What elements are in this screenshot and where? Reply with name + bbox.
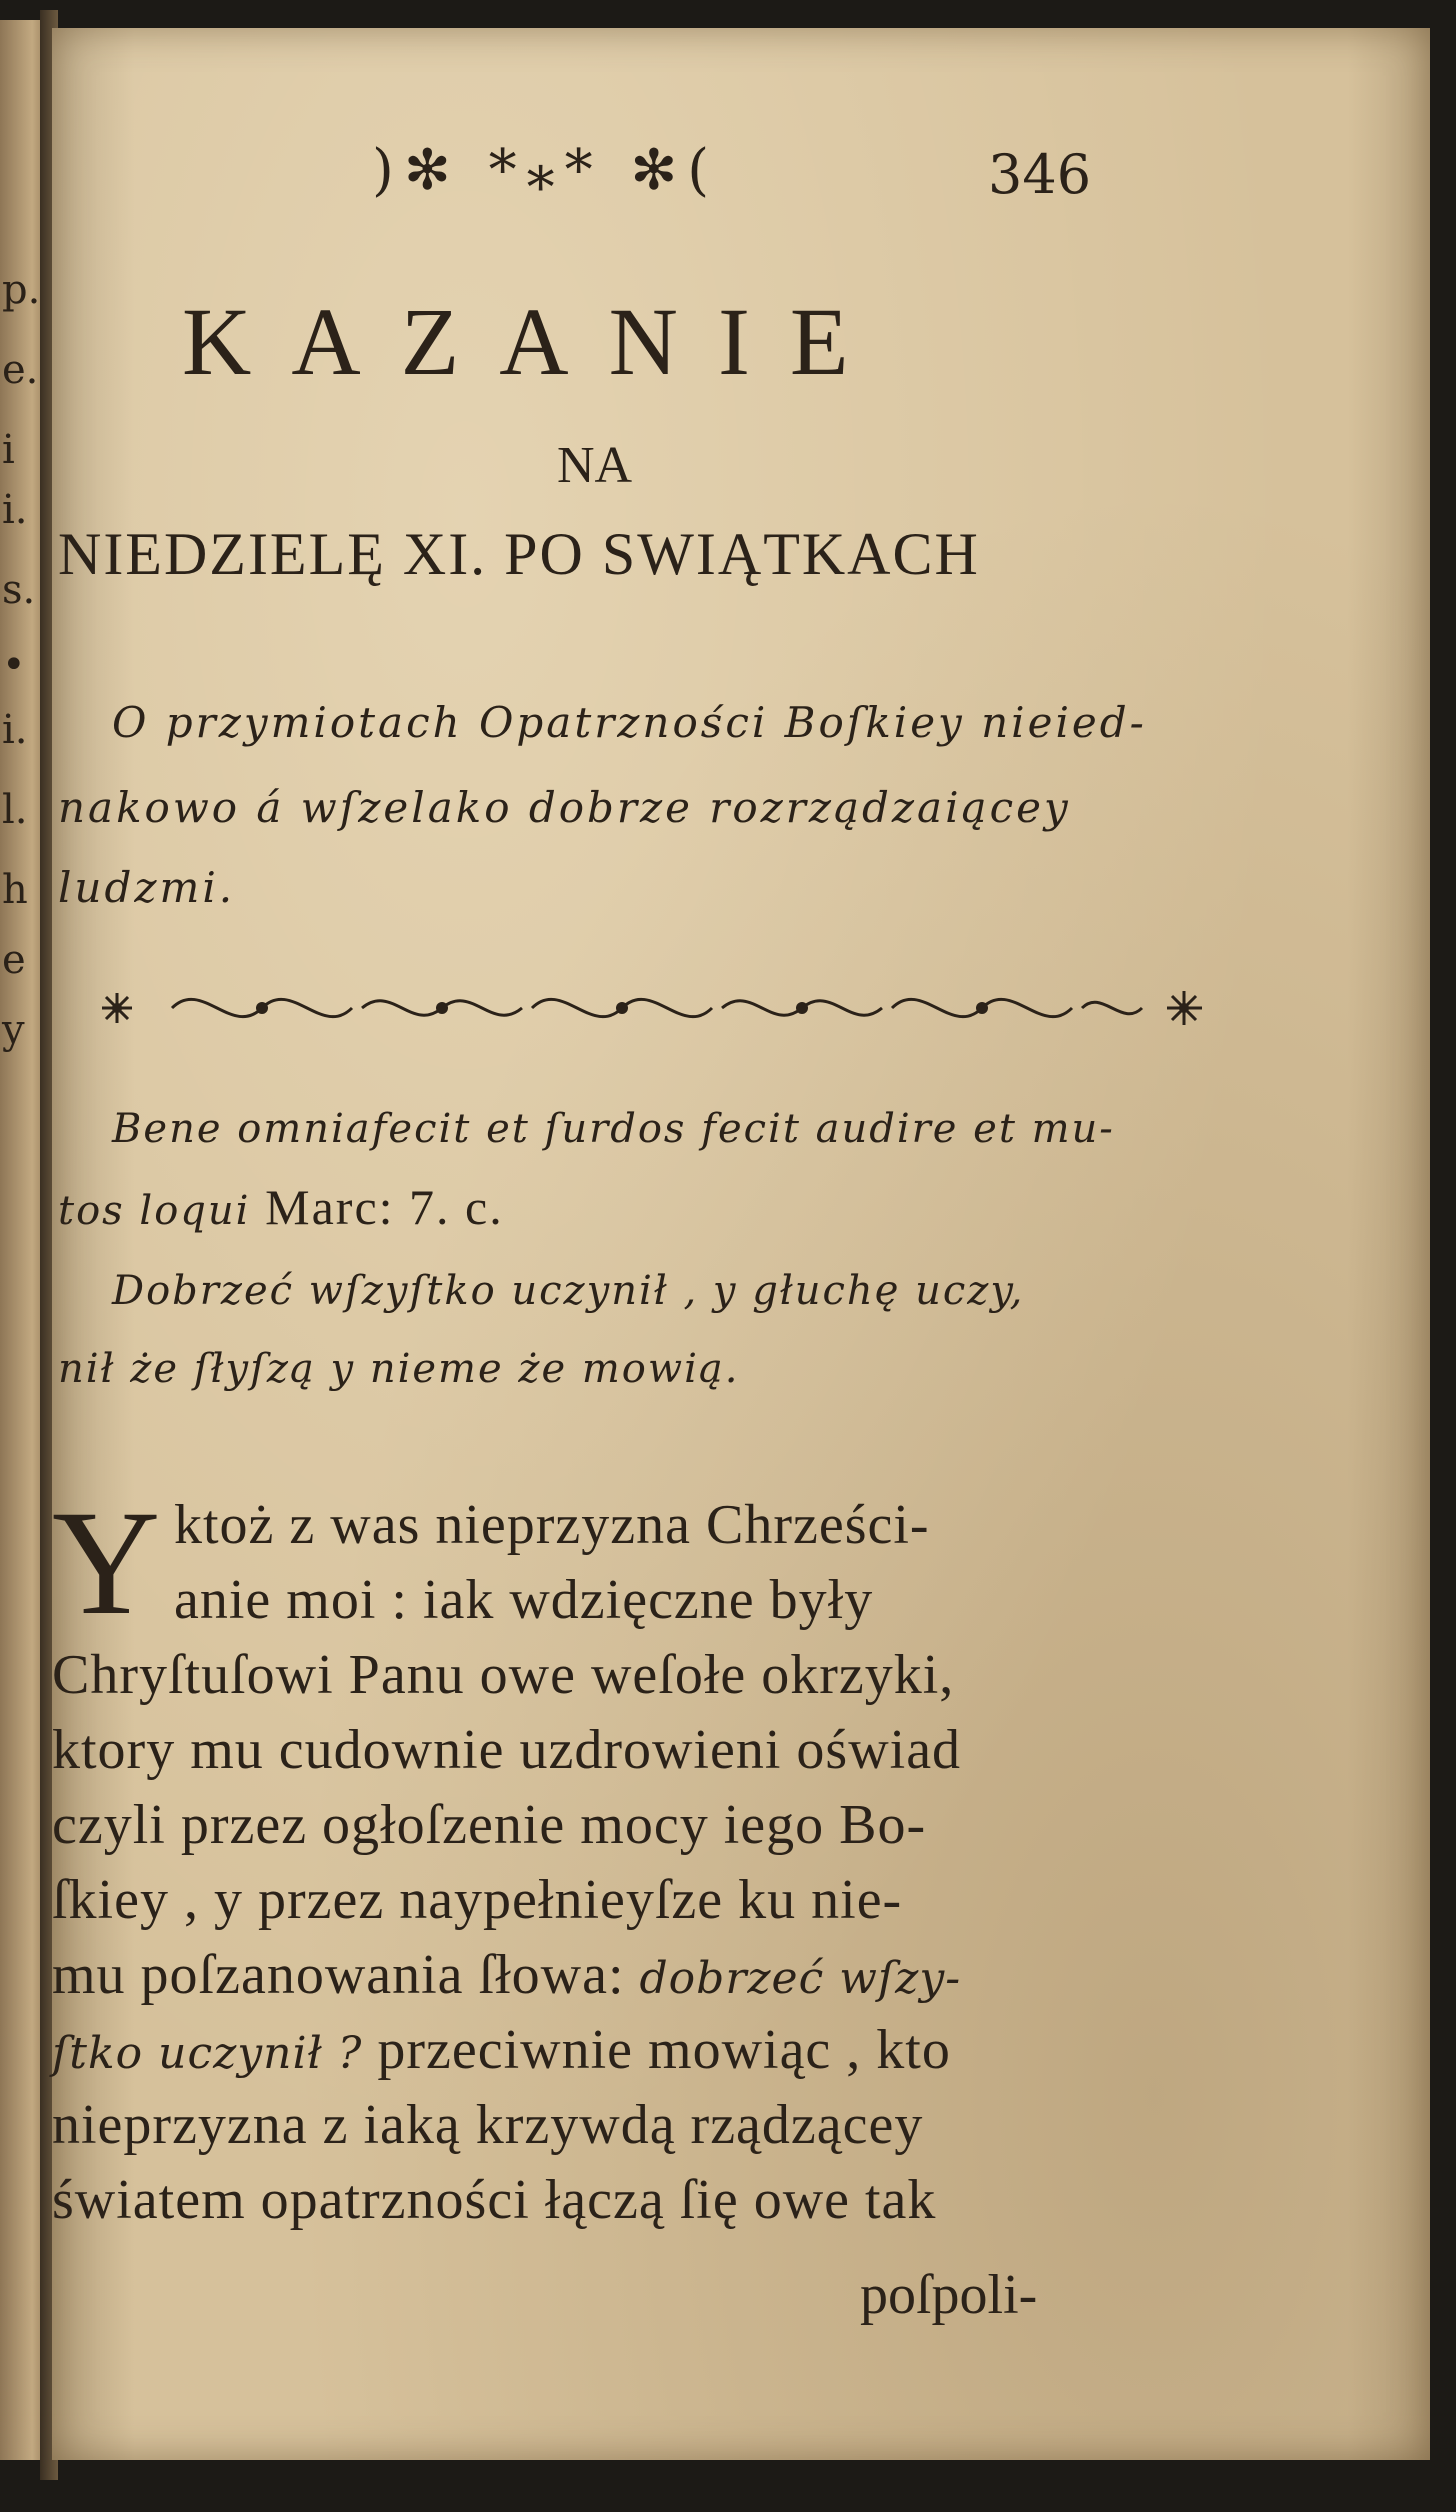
sermon-subtitle: NIEDZIELĘ XI. PO SWIĄTKACH [58,521,980,587]
running-head-ornament: )✻ *⁎* ✻( [372,138,720,203]
left-page-fragment: • [2,642,26,688]
body-line: ſtko uczynił ? przeciwnie mowiąc , kto [52,2019,951,2081]
scripture-reference: Marc: 7. c. [265,1179,504,1235]
left-page-fragment: y [2,1007,25,1053]
scripture-polish-line: Dobrzeć wſzyſtko uczynił , y głuchę uczy, [112,1268,1025,1314]
left-page-fragment: s. [2,567,36,613]
catchword: poſpoli- [860,2264,1038,2326]
body-line: mu poſzanowania ſłowa: dobrzeć wſzy- [52,1944,962,2006]
body-line: Chryſtuſowi Panu owe weſołe okrzyki, [52,1644,955,1706]
body-line: nieprzyzna z iaką krzywdą rządzącey [52,2094,924,2156]
title-na: NA [557,437,633,494]
left-page-fragment: l. [2,787,28,833]
body-line: ktoż z was nieprzyzna Chrześci- [174,1494,930,1556]
left-page-fragment: e. [2,347,39,393]
body-line: czyli przez ogłoſzenie mocy iego Bo- [52,1794,927,1856]
summary-line: O przymiotach Opatrzności Boſkiey nieied- [112,698,1147,747]
left-page-fragment: i [2,427,15,473]
body-line: światem opatrzności łączą ſię owe tak [52,2169,937,2231]
scripture-latin-line2 [58,1178,504,1236]
left-page-fragment: i. [2,707,28,753]
body-line: ktory mu cudownie uzdrowieni oświad [52,1719,962,1781]
ornamental-rule [92,973,1217,1043]
scripture-latin-text: tos loqui [58,1188,251,1234]
scripture-latin-line: Bene omniafecit et ſurdos fecit audire et mu- [112,1106,1115,1152]
body-line: anie moi : iak wdzięczne były [174,1569,874,1631]
left-page-fragment: h [2,867,28,913]
sermon-title: KAZANIE [182,288,889,395]
summary-line: nakowo á wſzelako dobrze rozrządzaiącey [58,783,1071,832]
ornamental-rule-graphic [92,973,1217,1043]
body-line: ſkiey , y przez naypełnieyſze ku nie- [52,1869,903,1931]
left-page-fragment: p. [2,267,41,313]
left-page-fragment: i. [2,487,28,533]
summary-line: ludzmi. [58,863,236,912]
page-number: 346 [988,143,1092,206]
left-page-fragment: e [2,937,26,983]
drop-cap: Y [52,1480,161,1646]
scripture-polish-line: nił że ſłyſzą y nieme że mowią. [58,1346,740,1392]
book-page [52,28,1430,2460]
